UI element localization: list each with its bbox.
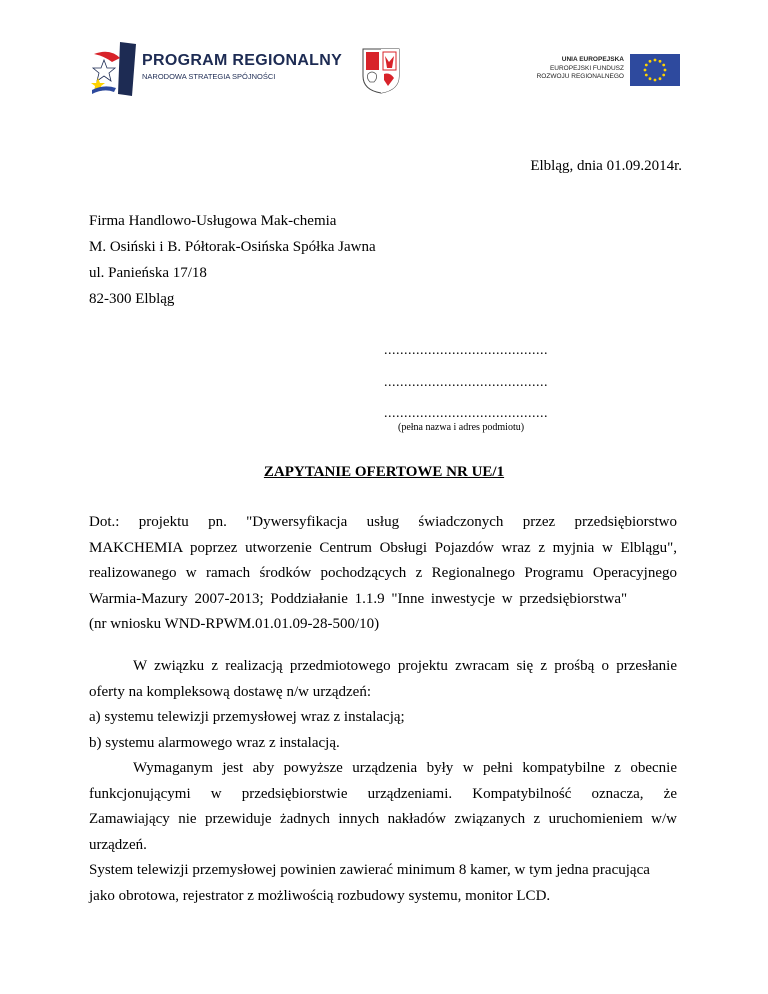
- recipient-line-1: .........................................: [384, 343, 548, 358]
- body-line: MAKCHEMIA poprzez utworzenie Centrum Obsługi Pojazdów wraz z myjnia w Elblągu",: [89, 539, 677, 556]
- body-line: jako obrotowa, rejestrator z możliwością rozbudowy systemu, monitor LCD.: [89, 887, 551, 904]
- sender-address: [89, 208, 376, 312]
- body-line: W związku z realizacją przedmiotowego projektu zwracam się z prośbą o przesłanie: [133, 658, 677, 674]
- body-line: funkcjonującymi w przedsiębiorstwie urządzeniami. Kompatybilność oznacza, że: [89, 785, 677, 802]
- list-item: a) systemu telewizji przemysłowej wraz z instalacją;: [89, 709, 405, 725]
- program-regionalny-logo: [90, 40, 343, 98]
- body-line: Zamawiający nie przewiduje żadnych innych nakładów związanych z uruchomieniem w/w: [89, 811, 677, 827]
- document-title: ZAPYTANIE OFERTOWE NR UE/1: [263, 464, 505, 480]
- eu-text: [537, 56, 624, 82]
- body-line: Wymaganym jest aby powyższe urządzenia były w pełni kompatybilne z obecnie: [133, 760, 677, 776]
- list-item: b) systemu alarmowego wraz z instalacją.: [89, 734, 340, 751]
- star-swoosh-icon: [90, 40, 138, 98]
- recipient-caption: (pełna nazwa i adres podmiotu): [398, 422, 525, 433]
- sender-line: M. Osiński i B. Półtorak-Osińska Spółka Jawna: [89, 239, 376, 255]
- body-line: realizowanego w ramach środków pochodzących z Regionalnego Programu Operacyjnego: [89, 565, 677, 581]
- program-subtitle: NARODOWA STRATEGIA SPÓJNOŚCI: [142, 72, 276, 81]
- recipient-line-2: .........................................: [384, 375, 548, 390]
- eu-line-3: ROZWOJU REGIONALNEGO: [536, 73, 624, 80]
- body-line: Warmia-Mazury 2007-2013; Poddziałanie 1.1.9 "Inne inwestycje w przedsiębiorstwa": [89, 590, 628, 607]
- eu-flag-icon: [630, 54, 680, 86]
- sender-line: 82-300 Elbląg: [89, 291, 175, 307]
- recipient-line-3: .........................................: [384, 406, 548, 421]
- body-line: urządzeń.: [89, 836, 147, 853]
- project-reference: [89, 510, 677, 638]
- body-line: System telewizji przemysłowej powinien zawierać minimum 8 kamer, w tym jedna pracująca: [89, 862, 650, 878]
- body-line: oferty na kompleksową dostawę n/w urządzeń:: [89, 683, 371, 700]
- date-line: Elbląg, dnia 01.09.2014r.: [530, 158, 682, 174]
- body-line: (nr wniosku WND-RPWM.01.01.09-28-500/10): [89, 616, 380, 632]
- crest-icon: [362, 48, 400, 94]
- sender-line: Firma Handlowo-Usługowa Mak-chemia: [89, 213, 337, 229]
- eu-line-1: UNIA EUROPEJSKA: [561, 56, 624, 63]
- eu-line-2: EUROPEJSKI FUNDUSZ: [549, 64, 624, 72]
- request-paragraph: [89, 654, 677, 909]
- sender-line: ul. Panieńska 17/18: [89, 265, 207, 281]
- eu-logo: [536, 54, 680, 86]
- body-line: Dot.: projektu pn. "Dywersyfikacja usług świadczonych przez przedsiębiorstwo: [89, 514, 677, 530]
- program-title: PROGRAM REGIONALNY: [142, 52, 343, 69]
